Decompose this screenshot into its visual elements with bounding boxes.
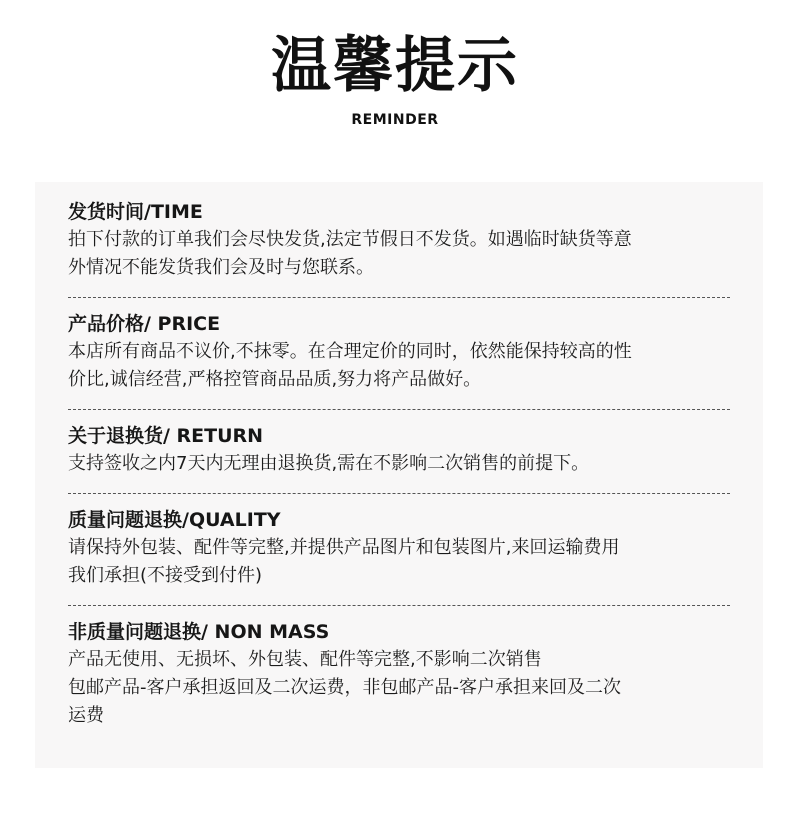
section-text: 请保持外包装、配件等完整,并提供产品图片和包装图片,来回运输费用 [68,537,620,558]
section-title: 非质量问题退换/ NON MASS [68,621,330,643]
divider [68,297,730,298]
page-subtitle: REMINDER [351,112,439,128]
section-time [68,198,733,282]
section-text: 运费 [68,705,104,726]
section-title: 关于退换货/ RETURN [68,425,264,447]
section-text: 支持签收之内7天内无理由退换货,需在不影响二次销售的前提下。 [68,453,590,474]
section-text: 包邮产品-客户承担返回及二次运费，非包邮产品-客户承担来回及二次 [68,677,621,698]
section-text: 外情况不能发货我们会及时与您联系。 [68,257,374,278]
section-text: 我们承担(不接受到付件) [68,565,263,586]
section-quality [68,506,733,590]
divider [68,493,730,494]
section-title: 质量问题退换/QUALITY [68,509,281,531]
section-text: 本店所有商品不议价,不抹零。在合理定价的同时，依然能保持较高的性 [68,341,632,362]
section-text: 拍下付款的订单我们会尽快发货,法定节假日不发货。如遇临时缺货等意 [68,229,632,250]
divider [68,605,730,606]
section-title: 发货时间/TIME [68,201,203,223]
section-title: 产品价格/ PRICE [68,313,221,335]
section-non-quality [68,618,733,730]
page-title: 温馨提示 [271,31,519,101]
section-return [68,422,733,478]
divider [68,409,730,410]
section-text: 产品无使用、无损坏、外包装、配件等完整,不影响二次销售 [68,649,542,670]
section-price [68,310,733,394]
section-text: 价比,诚信经营,严格控管商品品质,努力将产品做好。 [68,369,482,390]
